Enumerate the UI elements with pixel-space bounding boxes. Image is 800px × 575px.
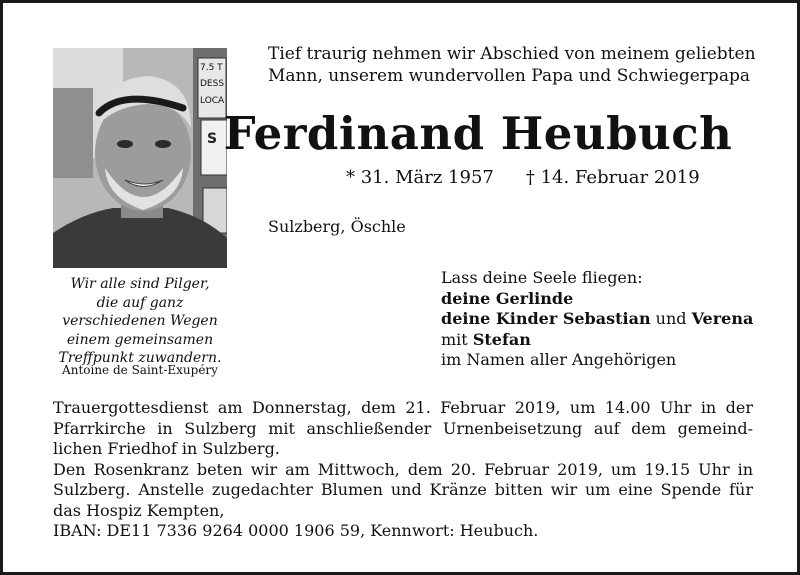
with-label: mit bbox=[441, 329, 473, 349]
quote-line: Treffpunkt zuwandern. bbox=[58, 350, 222, 366]
family-line: Lass deine Seele fliegen: bbox=[441, 268, 643, 287]
family-line: deine Gerlinde bbox=[441, 288, 574, 308]
quote-author: Antoine de Saint-Exupéry bbox=[62, 363, 218, 377]
sign-text-3: LOCA bbox=[200, 96, 225, 106]
quote-line: verschiedenen Wegen bbox=[62, 313, 218, 329]
sign-text-2: DESS bbox=[200, 79, 225, 89]
deceased-name: Ferdinand Heubuch bbox=[223, 107, 733, 160]
quote-line: die auf ganz bbox=[96, 294, 184, 311]
service-details bbox=[53, 398, 753, 542]
service-line: Pfarrkirche in Sulzberg mit anschließender Urnenbeisetzung auf dem gemeind- bbox=[53, 418, 753, 438]
birth-date: * 31. März 1957 bbox=[346, 167, 494, 188]
partner-name: Stefan bbox=[472, 329, 531, 349]
quote-line: Wir alle sind Pilger, bbox=[70, 276, 210, 292]
quote-line: einem gemeinsamen bbox=[66, 331, 214, 348]
conjunction: und bbox=[650, 309, 692, 328]
intro-line-2: Mann, unserem wundervollen Papa und Schwiegerpapa bbox=[268, 66, 750, 86]
service-line: Trauergottesdienst am Donnerstag, dem 21. Februar 2019, um 14.00 Uhr in der bbox=[53, 398, 753, 417]
family-signature bbox=[441, 268, 781, 371]
family-line bbox=[441, 330, 781, 351]
service-line: Sulzberg. Anstelle zugedachter Blumen und Kränze bitten wir um eine Spende für bbox=[53, 480, 753, 499]
family-line bbox=[441, 309, 781, 330]
family-line: im Namen aller Angehörigen bbox=[441, 350, 677, 369]
intro-text bbox=[268, 43, 768, 87]
service-line: lichen Friedhof in Sulzberg. bbox=[53, 439, 280, 458]
life-dates bbox=[346, 167, 700, 188]
sign-text-1: 7.5 T bbox=[200, 63, 223, 73]
intro-line-1: Tief traurig nehmen wir Abschied von meinem geliebten bbox=[268, 44, 756, 64]
service-line: das Hospiz Kempten, bbox=[53, 500, 225, 520]
quote bbox=[43, 275, 237, 368]
child-name: Verena bbox=[691, 309, 754, 328]
death-date: † 14. Februar 2019 bbox=[525, 167, 700, 188]
service-line: IBAN: DE11 7336 9264 0000 1906 59, Kennwort: Heubuch. bbox=[53, 521, 539, 540]
residence: Sulzberg, Öschle bbox=[268, 217, 406, 236]
children-names: deine Kinder Sebastian bbox=[441, 309, 651, 328]
service-line: Den Rosenkranz beten wir am Mittwoch, dem 20. Februar 2019, um 19.15 Uhr in bbox=[53, 459, 753, 479]
sign-text-4: S bbox=[207, 131, 218, 147]
